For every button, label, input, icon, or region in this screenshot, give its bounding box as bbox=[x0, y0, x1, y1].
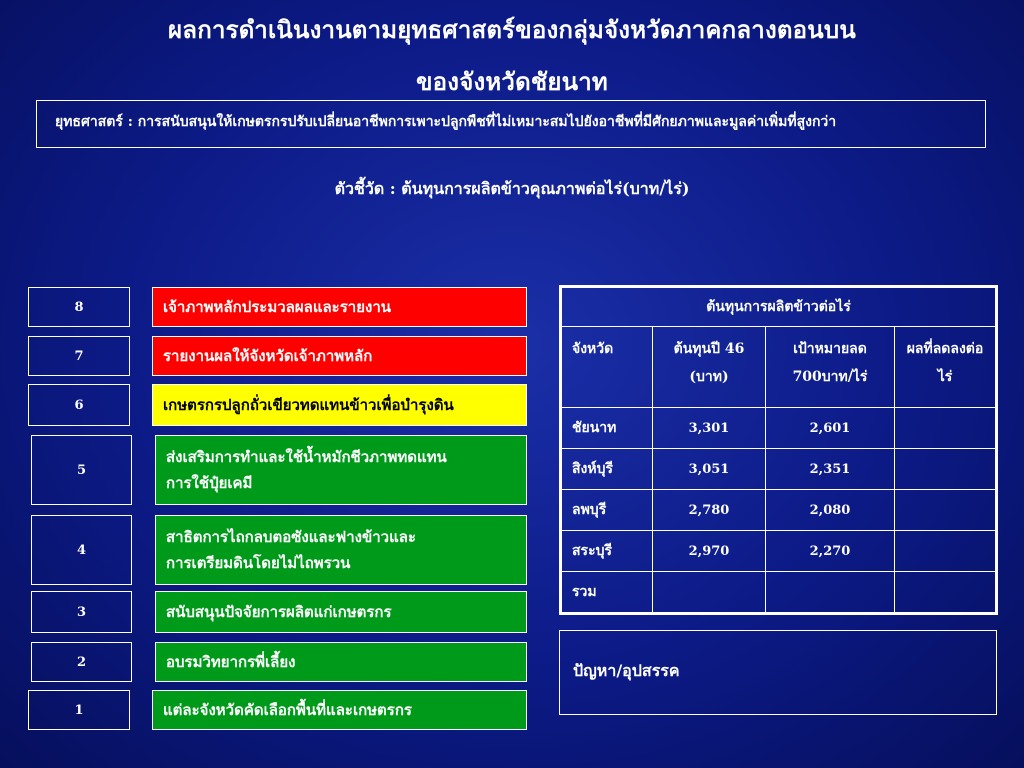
step-number-7: 7 bbox=[28, 336, 130, 376]
table-row bbox=[561, 490, 997, 531]
step-number-6: 6 bbox=[28, 384, 130, 426]
table-row bbox=[561, 408, 997, 449]
strategy-box: ยุทธศาสตร์ : การสนับสนุนให้เกษตรกรปรับเปลี่ยนอาชีพการเพาะปลูกพืชที่ไม่เหมาะสมไปยังอาชีพที่มีศักยภาพและมูลค่าเพิ่มที่สูงกว่า bbox=[36, 100, 986, 148]
cell-result bbox=[895, 408, 997, 449]
step-5-line2: การใช้ปุ๋ยเคมี bbox=[166, 474, 253, 492]
cell-target bbox=[766, 572, 895, 614]
cell-target: 2,270 bbox=[766, 531, 895, 572]
step-7: รายงานผลให้จังหวัดเจ้าภาพหลัก bbox=[152, 336, 527, 376]
page-subtitle: ของจังหวัดชัยนาท bbox=[416, 67, 608, 96]
problems-box: ปัญหา/อุปสรรค bbox=[559, 630, 997, 715]
step-2: อบรมวิทยากรพี่เลี้ยง bbox=[155, 642, 527, 682]
cell-province: รวม bbox=[561, 572, 653, 614]
indicator-label: ตัวชี้วัด : ต้นทุนการผลิตข้าวคุณภาพต่อไร่(บาท/ไร่) bbox=[334, 179, 690, 198]
step-3: สนับสนุนปัจจัยการผลิตแก่เกษตรกร bbox=[155, 591, 527, 633]
cost-table-title: ต้นทุนการผลิตข้าวต่อไร่ bbox=[561, 287, 997, 327]
step-4-line2: การเตรียมดินโดยไม่ไถพรวน bbox=[166, 554, 351, 572]
cell-target: 2,351 bbox=[766, 449, 895, 490]
col-result bbox=[895, 327, 997, 408]
step-number-1: 1 bbox=[28, 690, 130, 730]
cell-target: 2,601 bbox=[766, 408, 895, 449]
cell-result bbox=[895, 449, 997, 490]
table-row bbox=[561, 449, 997, 490]
col-result-line1: ผลที่ลดลงต่อ bbox=[906, 341, 984, 357]
step-number-2: 2 bbox=[31, 642, 132, 682]
cell-result bbox=[895, 531, 997, 572]
table-row bbox=[561, 572, 997, 614]
cell-province: สระบุรี bbox=[561, 531, 653, 572]
step-number-5: 5 bbox=[31, 435, 132, 505]
page-title: ผลการดำเนินงานตามยุทธศาสตร์ของกลุ่มจังหวัดภาคกลางตอนบน bbox=[168, 15, 856, 44]
cell-province: ชัยนาท bbox=[561, 408, 653, 449]
table-row bbox=[561, 531, 997, 572]
col-cost46-line2: (บาท) bbox=[689, 369, 729, 385]
col-cost46-line1: ต้นทุนปี 46 bbox=[673, 341, 745, 357]
step-5 bbox=[155, 435, 527, 505]
cell-result bbox=[895, 572, 997, 614]
col-target-line1: เป้าหมายลด bbox=[793, 341, 867, 357]
cell-target: 2,080 bbox=[766, 490, 895, 531]
step-1: แต่ละจังหวัดคัดเลือกพื้นที่และเกษตรกร bbox=[152, 690, 527, 730]
col-result-line2: ไร่ bbox=[937, 369, 953, 385]
step-6: เกษตรกรปลูกถั่วเขียวทดแทนข้าวเพื่อบำรุงดิน bbox=[152, 384, 527, 426]
step-number-4: 4 bbox=[31, 515, 132, 585]
step-8: เจ้าภาพหลักประมวลผลและรายงาน bbox=[152, 287, 527, 327]
step-4 bbox=[155, 515, 527, 585]
cell-cost46 bbox=[653, 572, 766, 614]
cell-cost46: 2,780 bbox=[653, 490, 766, 531]
col-target bbox=[766, 327, 895, 408]
step-number-3: 3 bbox=[31, 591, 132, 633]
col-province: จังหวัด bbox=[561, 327, 653, 408]
cell-result bbox=[895, 490, 997, 531]
col-target-line2: 700บาท/ไร่ bbox=[792, 369, 868, 385]
cell-cost46: 2,970 bbox=[653, 531, 766, 572]
cell-province: ลพบุรี bbox=[561, 490, 653, 531]
step-number-8: 8 bbox=[28, 287, 130, 327]
cost-table bbox=[559, 285, 998, 615]
cell-cost46: 3,051 bbox=[653, 449, 766, 490]
cell-province: สิงห์บุรี bbox=[561, 449, 653, 490]
cell-cost46: 3,301 bbox=[653, 408, 766, 449]
col-cost46 bbox=[653, 327, 766, 408]
step-5-line1: ส่งเสริมการทำและใช้น้ำหมักชีวภาพทดแทน bbox=[166, 448, 447, 466]
step-4-line1: สาธิตการไถกลบตอซังและฟางข้าวและ bbox=[166, 528, 417, 546]
